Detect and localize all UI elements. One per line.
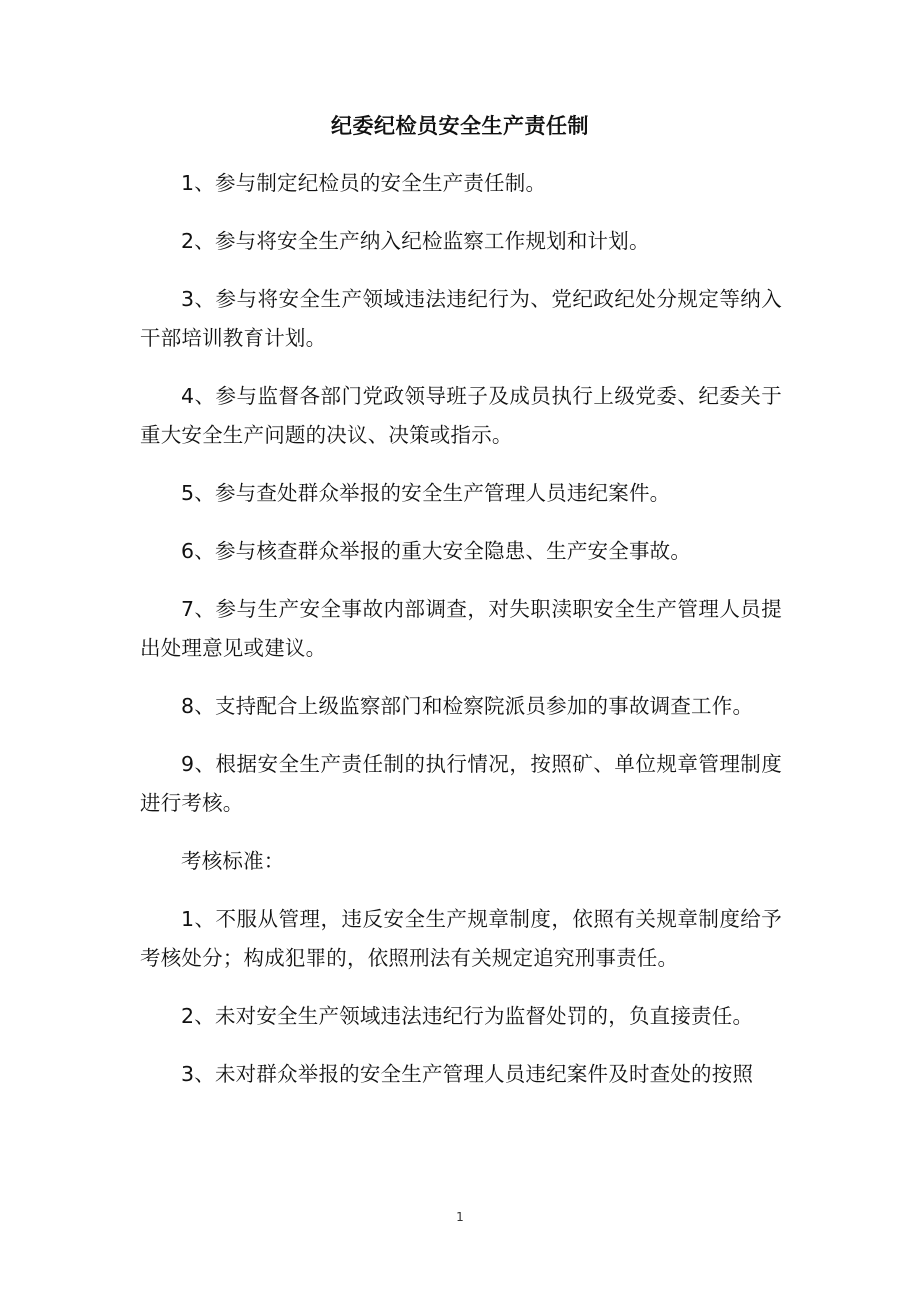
- paragraph-9: 9、根据安全生产责任制的执行情况，按照矿、单位规章管理制度进行考核。: [140, 752, 782, 815]
- paragraph-5: 5、参与查处群众举报的安全生产管理人员违纪案件。: [181, 481, 671, 505]
- paragraph-3: 3、参与将安全生产领域违法违纪行为、党纪政纪处分规定等纳入干部培训教育计划。: [140, 287, 782, 350]
- assessment-item-1: 1、不服从管理，违反安全生产规章制度，依照有关规章制度给予考核处分；构成犯罪的，依照刑法有关规定追究刑事责任。: [140, 907, 782, 970]
- paragraph-2: 2、参与将安全生产纳入纪检监察工作规划和计划。: [181, 229, 650, 253]
- assessment-item-3: 3、未对群众举报的安全生产管理人员违纪案件及时查处的按照: [181, 1062, 754, 1086]
- page-number: 1: [456, 1210, 464, 1224]
- document-body: [140, 164, 782, 1113]
- paragraph-1: 1、参与制定纪检员的安全生产责任制。: [181, 171, 547, 195]
- paragraph-8: 8、支持配合上级监察部门和检察院派员参加的事故调查工作。: [181, 694, 754, 718]
- paragraph-4: 4、参与监督各部门党政领导班子及成员执行上级党委、纪委关于重大安全生产问题的决议、决策或指示。: [140, 384, 782, 447]
- paragraph-7: 7、参与生产安全事故内部调查，对失职渎职安全生产管理人员提出处理意见或建议。: [140, 597, 782, 660]
- paragraph-6: 6、参与核查群众举报的重大安全隐患、生产安全事故。: [181, 539, 692, 563]
- assessment-heading: 考核标准：: [181, 849, 285, 873]
- document-title: 纪委纪检员安全生产责任制: [331, 114, 589, 138]
- assessment-item-2: 2、未对安全生产领域违法违纪行为监督处罚的，负直接责任。: [181, 1004, 754, 1028]
